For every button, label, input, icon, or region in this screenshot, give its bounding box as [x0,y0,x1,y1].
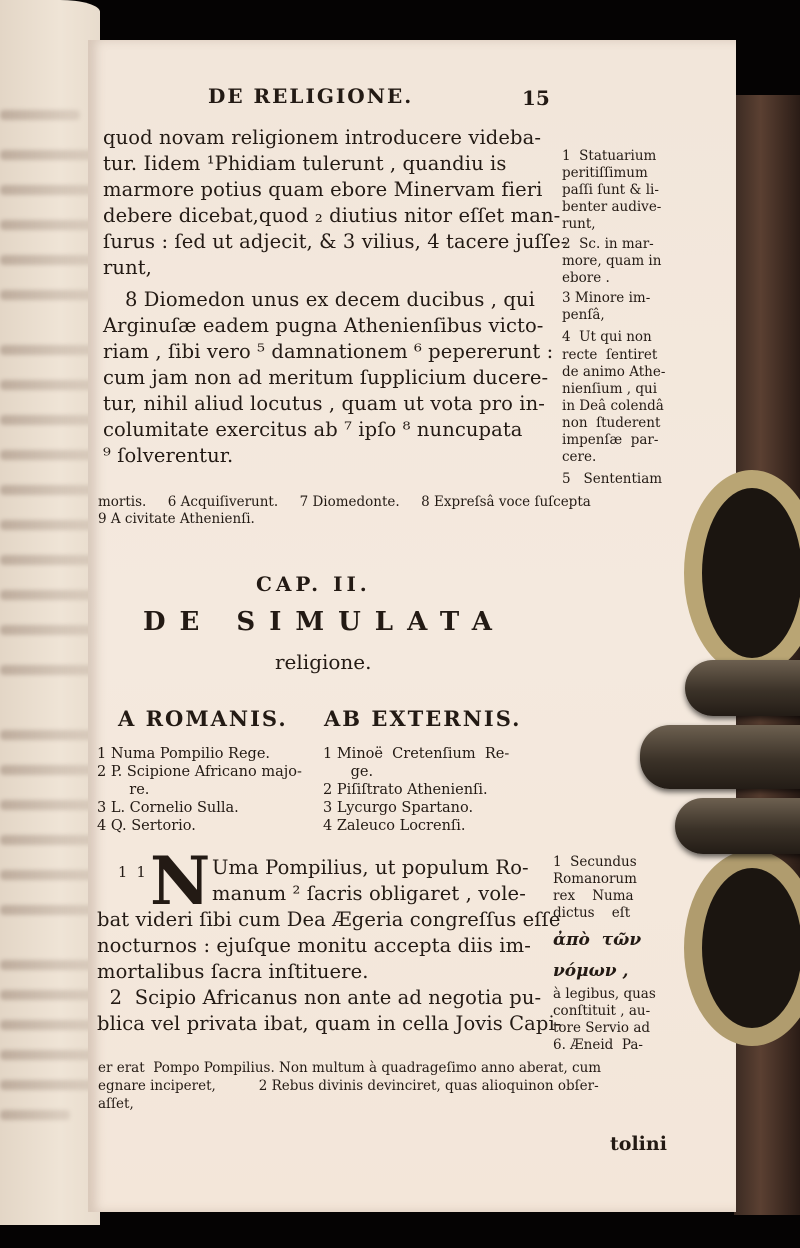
footnote-line: egnare inciperet, 2 Rebus divinis devinciret, quas alioquinon obſer- [98,1078,599,1094]
sidenote-line: 2 Sc. in mar- [562,236,654,252]
clasp-finger [675,798,800,854]
blurred-text-line [0,905,96,915]
blurred-text-line [0,150,96,160]
body-line: Uma Pompilius, ut populum Ro- [212,856,529,879]
body-line: tur. Iidem ¹Phidiam tulerunt , quandiu is [103,152,507,175]
chapter-number: CAP. II. [256,572,371,596]
blurred-text-line [0,520,96,530]
blurred-text-line [0,345,96,355]
page-number: 15 [522,86,550,110]
body-line: quod novam religionem introducere videba- [103,126,542,149]
sidenote-line: 4 Ut qui non [562,329,652,345]
sidenote-line: 3 Minore im- [562,290,651,306]
blurred-text-line [0,625,96,635]
body-line: runt, [103,256,152,279]
body-line: cum jam non ad meritum ſupplicium ducere- [103,366,549,389]
sidenote-line: de animo Athe- [562,364,666,380]
body-line: ⁹ ſolverentur. [103,444,234,467]
blurred-text-line [0,835,96,845]
blurred-text-line [0,1110,70,1120]
sidenote-line: impenſæ par- [562,432,659,448]
body-line: riam , ſibi vero ⁵ damnationem ⁶ pepererunt : [103,340,554,363]
blurred-text-line [0,1020,96,1030]
blurred-text-line [0,1080,96,1090]
blurred-text-line [0,665,96,675]
facing-page-left [0,0,100,1225]
body-line: ſurus : ſed ut adjecit, & 3 vilius, 4 tacere juſſe- [103,230,568,253]
blurred-text-line [0,485,96,495]
sidenote-line: recte ſentiret [562,347,658,363]
body-line: blica vel privata ibat, quam in cella Jovis Capi- [97,1012,562,1035]
body-line: marmore potius quam ebore Minervam fieri [103,178,543,201]
body-line: bat videri ſibi cum Dea Ægeria congreſſus eſſe [97,908,561,931]
sidenote-line: runt, [562,216,596,232]
metal-clasp [630,470,800,1000]
blurred-text-line [0,380,96,390]
sidenote-line: in Deâ colendâ [562,398,664,414]
body-line: Arginuſæ eadem pugna Athenienſibus victo- [103,314,544,337]
column-head-romans: A ROMANIS. [118,706,288,731]
sidenote-line: dictus eſt [553,905,631,921]
footnote-line: aſſet, [98,1096,134,1112]
drop-cap: N [150,842,211,920]
body-line: 2 Scipio Africanus non ante ad negotia pu- [97,986,542,1009]
blurred-text-line [0,765,96,775]
list-item: 3 L. Cornelio Sulla. [97,800,239,816]
list-item: 1 Minoë Cretenſium Re- [323,746,510,762]
sidenote-line: à legibus, quas [553,986,656,1002]
blurred-text-line [0,990,96,1000]
sidenote-line: 1 Statuarium [562,148,657,164]
chapter-title: DE SIMULATA [143,607,506,637]
list-item: 3 Lycurgo Spartano. [323,800,474,816]
sidenote-line: tore Servio ad [553,1020,651,1036]
sidenote-line: 1 Secundus [553,854,637,870]
sidenote-line: conſtituit , au- [553,1003,651,1019]
sidenote-greek: ἀπὸ τῶν [553,930,642,950]
sidenote-line: non ſtuderent [562,415,661,431]
blurred-text-line [0,415,96,425]
blurred-text-line [0,555,96,565]
blurred-text-line [0,255,96,265]
list-item: 4 Q. Sertorio. [97,818,196,834]
sidenote-line: nienſium , qui [562,381,658,397]
list-item: ge. [323,764,374,780]
list-item: 2 Piſiſtrato Athenienſi. [323,782,488,798]
sidenote-line: cere. [562,449,597,465]
blurred-text-line [0,870,96,880]
blurred-text-line [0,185,96,195]
sidenote-line: more, quam in [562,253,662,269]
body-line: 8 Diomedon unus ex decem ducibus , qui [125,288,535,311]
list-item: 1 Numa Pompilio Rege. [97,746,271,762]
blurred-text-line [0,110,80,120]
sidenote-line: Romanorum [553,871,637,887]
list-item: 4 Zaleuco Locrenſi. [323,818,466,834]
chapter-subtitle: religione. [275,650,372,674]
blurred-text-line [0,290,96,300]
blurred-text-line [0,960,96,970]
body-line: tur, nihil aliud locutus , quam ut vota pro in- [103,392,545,415]
footnote-line: er erat Pompo Pompilius. Non multum à quadrageſimo anno aberat, cum [98,1060,602,1076]
blurred-text-line [0,590,96,600]
list-item: re. [97,782,150,798]
blurred-text-line [0,730,96,740]
sidenote-line: rex Numa [553,888,634,904]
blurred-text-line [0,800,96,810]
clasp-finger [685,660,800,716]
column-head-externs: AB EXTERNIS. [324,706,522,731]
footnote-line: mortis. 6 Acquiſiverunt. 7 Diomedonte. 8 Expreſsâ voce ſuſcepta [98,494,591,510]
body-line: debere dicebat,quod ₂ diutius nitor eſſet man- [103,204,561,227]
sidenote-line: benter audive- [562,199,662,215]
sidenote-greek: νόμων , [553,961,629,981]
body-line: columitate exercitus ab ⁷ ipſo ⁸ nuncupata [103,418,523,441]
blurred-text-line [0,220,96,230]
blurred-text-line [0,1050,96,1060]
clasp-finger [640,725,800,789]
clasp-ring-top [684,470,800,676]
sidenote-line: paſſi ſunt & li- [562,182,659,198]
footnote-line: 9 A civitate Athenienſi. [98,511,255,527]
sidenote-line: ebore . [562,270,610,286]
sidenote-line: peritiſſimum [562,165,648,181]
sidenote-line: 6. Æneid Pa- [553,1037,643,1053]
list-item: 2 P. Scipione Africano majo- [97,764,302,780]
running-head: DE RELIGIONE. [208,84,414,108]
body-line: manum ² ſacris obligaret , vole- [212,882,526,905]
blurred-text-line [0,450,96,460]
body-line: nocturnos : ejuſque monitu accepta diis im- [97,934,531,957]
body-line: mortalibus ſacra inſtituere. [97,960,369,983]
sidenote-line: penſâ, [562,307,605,323]
catchword: tolini [610,1133,667,1155]
sidenote-line: 5 Sententiam [562,471,663,487]
section-marker: 1 1 [118,865,146,881]
